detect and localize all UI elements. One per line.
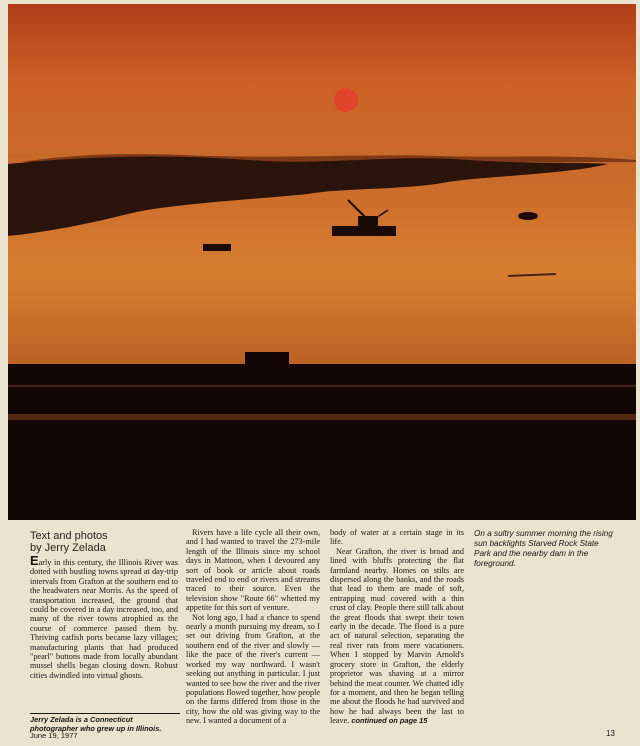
continued-link[interactable]: continued on page 15 <box>351 716 428 726</box>
article-column-2 <box>186 528 320 726</box>
paragraph <box>330 547 464 726</box>
paragraph: body of water at a certain stage in its life. <box>330 528 464 547</box>
small-boat-icon <box>203 244 231 251</box>
paragraph: Rivers have a life cycle all their own, and I had wanted to travel the 273-mile length of the Illinois since my school days in Mattoon, when I devoured any sort of book or article about roads traveled end to end or rivers and streams traced to their source. Even the television show "Route 66" whetted my appetite for this sort of venture. <box>186 528 320 613</box>
photo-caption: On a sultry summer morning the rising sun backlights Starved Rock State Park and the nearby dam in the foreground. <box>474 529 613 568</box>
sunset-river-photo <box>8 4 636 520</box>
article-column-1 <box>30 553 178 680</box>
author-bio: Jerry Zelada is a Connecticut photographer who grew up in Illinois. <box>30 713 180 734</box>
photo-illustration <box>8 4 636 520</box>
paragraph: Not long ago, I had a chance to spend nearly a month pursuing my dream, so I set out driving from Grafton, at the southern end of the river and slowly — like the pace of the river's current — worked my way northward. I wasn't seeking out anything in particular. I just wanted to see how the river and the river populations flowed together, how people on the farms differed from those in the city, how the old was giving way to the new. I wanted a document of a <box>186 612 320 726</box>
drop-cap: E <box>30 553 39 568</box>
footer-date: June 19, 1977 <box>30 731 78 740</box>
article-column-3 <box>330 528 464 726</box>
byline-line-2: by Jerry Zelada <box>30 542 106 554</box>
paragraph <box>30 553 178 680</box>
sun-icon <box>334 88 358 112</box>
paragraph-text: Near Grafton, the river is broad and lined with bluffs protecting the flat farmland nearby. Homes on stilts are dispersed along the banks, and the roads that lead to them are made of soft, entrapping mud covered with a thin crust of clay. People there still talk about the great floods that swept their town early in the decade. The flood is a pure act of natural selection, separating the real river rats from mere vacationers. When I stopped by Marvin Arnold's grocery store in Grafton, the elderly proprietor was shaving at a mirror behind the meat counter. We chatted idly for a moment, and then he began telling me about the floods he had survived and how he had always been the last to leave. <box>330 546 464 726</box>
paragraph-text: arly in this century, the Illinois River was dotted with bustling towns spread at day-trip intervals from Grafton at the southern end to the headwaters near Morris. As the speed of transportation increased, the ground that could be covered in a day increased, too, and many of the river towns atrophied as the course of commerce passed them by. Thriving catfish ports became lazy villages; manufacturing plants that had produced "pearl" buttons made from locally abundant mussel shells began closing down. Robust cities dwindled into virtual ghosts. <box>30 558 178 680</box>
buoy-icon <box>518 212 538 220</box>
byline <box>30 530 180 554</box>
byline-line-1: Text and photos <box>30 530 108 542</box>
page-number: 13 <box>606 729 615 738</box>
